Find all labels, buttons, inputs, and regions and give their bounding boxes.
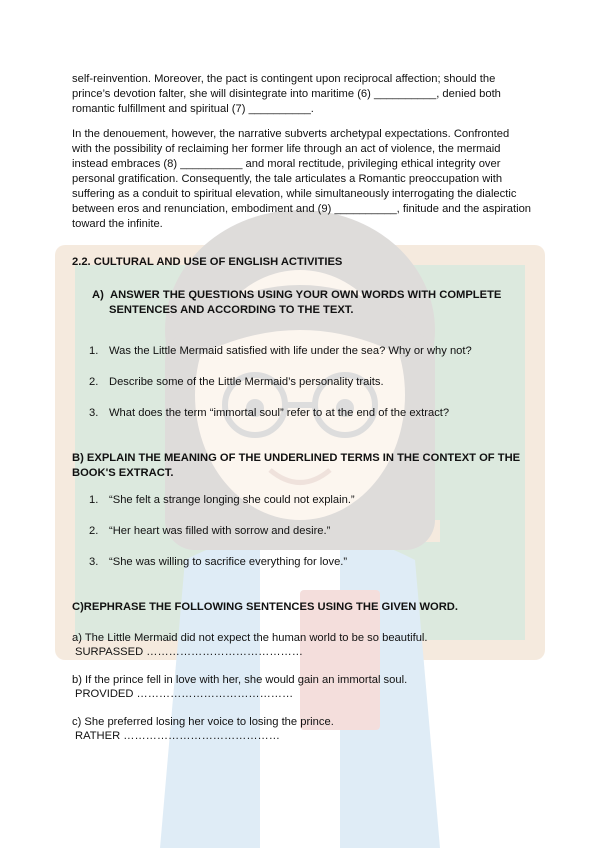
part-a-title: ANSWER THE QUESTIONS USING YOUR OWN WORDS WITH COMPLETE SENTENCES AND ACCORDING TO THE TEXT.: [109, 289, 502, 316]
question-text: Describe some of the Little Mermaid’s personality traits.: [109, 376, 384, 388]
rephrase-item-b: [72, 673, 532, 701]
part-b-items: [72, 493, 532, 570]
question-text: Was the Little Mermaid satisfied with life under the sea? Why or why not?: [109, 345, 472, 357]
rephrase-sentence: a) The Little Mermaid did not expect the human world to be so beautiful.: [72, 632, 428, 644]
rephrase-item-a: [72, 631, 532, 659]
rephrase-sentence: c) She preferred losing her voice to losing the prince.: [72, 716, 334, 728]
part-a-heading: [92, 288, 532, 318]
part-c-heading: C)REPHRASE THE FOLLOWING SENTENCES USING THE GIVEN WORD.: [72, 601, 458, 613]
question-number: 1.: [89, 345, 99, 357]
item-text: “She was willing to sacrifice everything for love.”: [109, 556, 348, 568]
list-item: [72, 555, 532, 570]
part-a-label: A): [92, 289, 104, 301]
list-item: [72, 344, 532, 359]
question-number: 3.: [89, 407, 99, 419]
item-text: “Her heart was filled with sorrow and desire.”: [109, 525, 331, 537]
section-title: 2.2. CULTURAL AND USE OF ENGLISH ACTIVITIES: [72, 256, 343, 268]
rephrase-answer-line: PROVIDED ……………………………………: [75, 688, 294, 700]
part-b-heading: B) EXPLAIN THE MEANING OF THE UNDERLINED TERMS IN THE CONTEXT OF THE BOOK'S EXTRACT.: [72, 452, 521, 479]
list-item: [72, 375, 532, 390]
rephrase-sentence: b) If the prince fell in love with her, she would gain an immortal soul.: [72, 674, 408, 686]
part-a-questions: [72, 344, 532, 421]
list-item: [72, 493, 532, 508]
item-number: 1.: [89, 494, 99, 506]
question-number: 2.: [89, 376, 99, 388]
rephrase-answer-line: RATHER ……………………………………: [75, 730, 280, 742]
list-item: [72, 524, 532, 539]
list-item: [72, 406, 532, 421]
worksheet-page: [72, 72, 532, 757]
item-number: 2.: [89, 525, 99, 537]
question-text: What does the term “immortal soul” refer to at the end of the extract?: [109, 407, 450, 419]
passage-paragraph-2: In the denouement, however, the narrative subverts archetypal expectations. Confronted with the possibility of reclaiming her former life through an act of violence, the mermaid instead embraces (8) __________ and moral rectitude, privileging ethical integrity over personal gratification. Consequently, the tale articulates a Romantic preoccupation with suffering as a conduit to spiritual elevation, while simultaneously interrogating the dialectic between eros and renunciation, embodiment and (9) __________, finitude and the aspiration toward the infinite.: [72, 128, 532, 230]
rephrase-answer-line: SURPASSED ……………………………………: [75, 646, 303, 658]
item-text: “She felt a strange longing she could not explain.”: [109, 494, 355, 506]
passage-paragraph-1: self-reinvention. Moreover, the pact is contingent upon reciprocal affection; should the prince’s devotion falter, she will disintegrate into maritime (6) __________, denied both romantic fulfillment and spiritual (7) __________.: [72, 73, 501, 115]
rephrase-item-c: [72, 715, 532, 743]
item-number: 3.: [89, 556, 99, 568]
